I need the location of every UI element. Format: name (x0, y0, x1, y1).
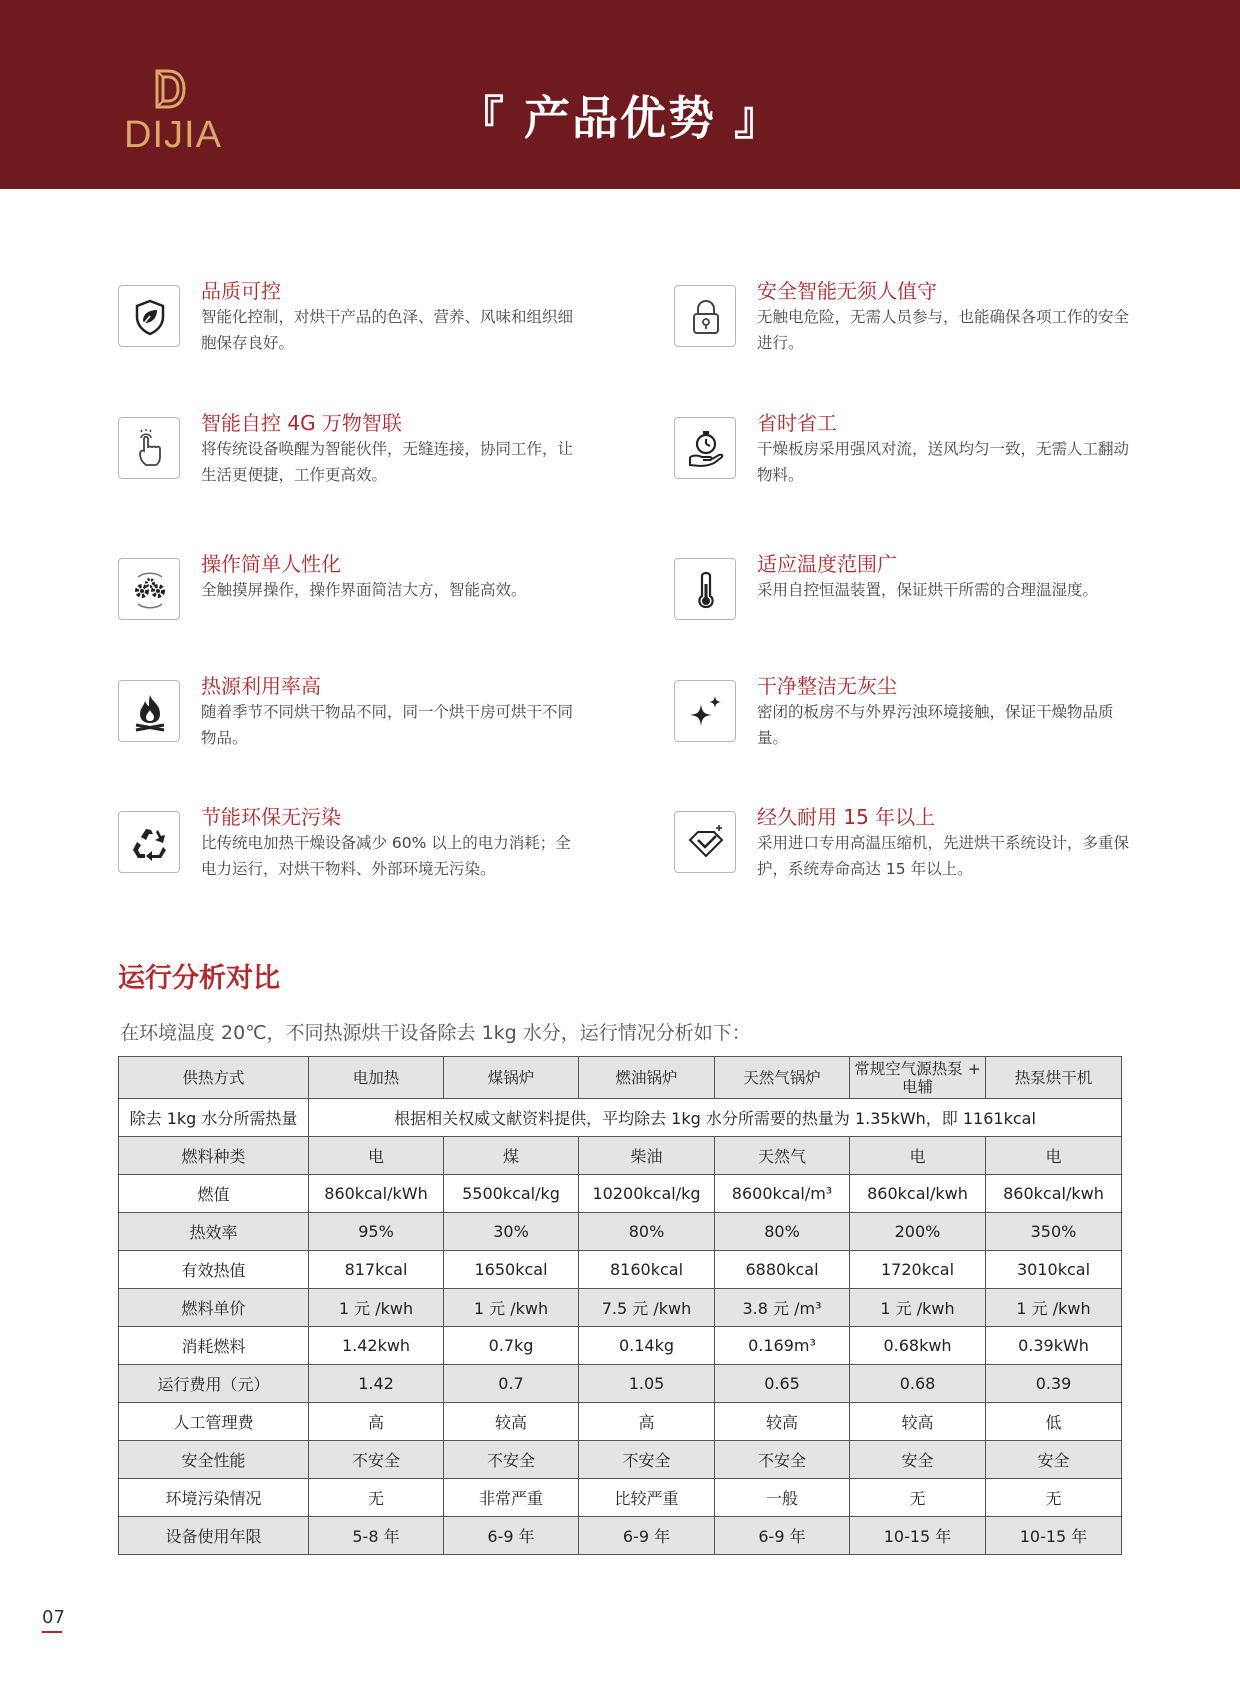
merged-cell: 根据相关权威文献资料提供，平均除去 1kg 水分所需要的热量为 1.35kWh，即 1161kcal (309, 1099, 1122, 1137)
feature-desc: 干燥板房采用强风对流，送风均匀一致，无需人工翻动物料。 (757, 440, 1130, 484)
feature-desc: 采用自控恒温装置，保证烘干所需的合理温湿度。 (757, 581, 1099, 599)
feature-icon-box (674, 285, 736, 347)
table-header-cell: 天然气锅炉 (715, 1057, 850, 1099)
row-label: 除去 1kg 水分所需热量 (119, 1099, 309, 1137)
table-cell: 无 (850, 1479, 986, 1517)
table-header-row (119, 1057, 1122, 1099)
feature-title: 智能自控 4G 万物智联 (201, 411, 402, 435)
table-header-cell: 常规空气源热泵 + 电辅 (850, 1057, 986, 1099)
table-cell: 1 元 /kwh (850, 1289, 986, 1327)
recycle-icon (130, 823, 170, 863)
table-header-cell: 热泵烘干机 (986, 1057, 1122, 1099)
feature-icon-box (118, 558, 180, 620)
table-header-cell: 供热方式 (119, 1057, 309, 1099)
table-cell: 天然气 (715, 1137, 850, 1175)
table-cell: 6-9 年 (444, 1517, 579, 1555)
table-row (119, 1403, 1122, 1441)
table-cell: 不安全 (444, 1441, 579, 1479)
feature-desc: 比传统电加热干燥设备减少 60% 以上的电力消耗；全电力运行，对烘干物料、外部环境无污染。 (201, 834, 571, 878)
table-cell: 350% (986, 1213, 1122, 1251)
page-header (0, 0, 1240, 189)
row-label: 燃值 (119, 1175, 309, 1213)
feature-title: 经久耐用 15 年以上 (757, 805, 936, 829)
table-header-cell: 燃油锅炉 (579, 1057, 715, 1099)
feature-icon-box (674, 417, 736, 479)
row-label: 消耗燃料 (119, 1327, 309, 1365)
table-cell: 5-8 年 (309, 1517, 444, 1555)
table-row (119, 1327, 1122, 1365)
table-cell: 安全 (986, 1441, 1122, 1479)
row-label: 设备使用年限 (119, 1517, 309, 1555)
fire-icon (130, 692, 170, 732)
table-cell: 电 (309, 1137, 444, 1175)
table-cell: 860kcal/kwh (850, 1175, 986, 1213)
page-title: 『 产品优势 』 (457, 91, 783, 145)
feature-title: 品质可控 (201, 279, 281, 303)
table-cell: 10-15 年 (850, 1517, 986, 1555)
table-cell: 较高 (850, 1403, 986, 1441)
feature-desc: 采用进口专用高温压缩机，先进烘干系统设计，多重保护，系统寿命高达 15 年以上。 (757, 834, 1130, 878)
feature-title: 热源利用率高 (201, 674, 321, 698)
table-cell: 1.42 (309, 1365, 444, 1403)
feature-desc: 无触电危险，无需人员参与，也能确保各项工作的安全进行。 (757, 308, 1130, 352)
comparison-table (118, 1056, 1122, 1555)
feature-title: 操作简单人性化 (201, 552, 341, 576)
table-cell: 安全 (850, 1441, 986, 1479)
sparkle-icon (686, 692, 726, 732)
table-cell: 7.5 元 /kwh (579, 1289, 715, 1327)
table-cell: 1 元 /kwh (309, 1289, 444, 1327)
shield-leaf-icon (130, 297, 170, 337)
table-cell: 80% (715, 1213, 850, 1251)
table-cell: 不安全 (579, 1441, 715, 1479)
row-label: 人工管理费 (119, 1403, 309, 1441)
feature-icon-box (674, 811, 736, 873)
table-row (119, 1099, 1122, 1137)
table-cell: 高 (309, 1403, 444, 1441)
table-cell: 1.05 (579, 1365, 715, 1403)
feature-title: 安全智能无须人值守 (757, 279, 937, 303)
feature-item (118, 552, 638, 638)
table-cell: 1 元 /kwh (444, 1289, 579, 1327)
feature-icon-box (674, 680, 736, 742)
feature-item (674, 552, 1194, 638)
feature-desc: 将传统设备唤醒为智能伙伴，无缝连接，协同工作，让生活更便捷，工作更高效。 (201, 440, 574, 484)
diamond-check-icon (686, 823, 726, 863)
table-cell: 0.7 (444, 1365, 579, 1403)
row-label: 燃料单价 (119, 1289, 309, 1327)
table-cell: 0.65 (715, 1365, 850, 1403)
feature-item (674, 674, 1194, 760)
feature-icon-box (118, 680, 180, 742)
table-cell: 无 (309, 1479, 444, 1517)
table-cell: 6880kcal (715, 1251, 850, 1289)
feature-title: 节能环保无污染 (201, 805, 341, 829)
table-cell: 0.39kWh (986, 1327, 1122, 1365)
table-cell: 5500kcal/kg (444, 1175, 579, 1213)
table-cell: 电 (986, 1137, 1122, 1175)
table-cell: 无 (986, 1479, 1122, 1517)
feature-title: 适应温度范围广 (757, 552, 897, 576)
feature-icon-box (674, 558, 736, 620)
table-cell: 不安全 (715, 1441, 850, 1479)
table-cell: 低 (986, 1403, 1122, 1441)
table-cell: 30% (444, 1213, 579, 1251)
feature-item (118, 411, 638, 497)
feature-icon-box (118, 285, 180, 347)
feature-item (674, 805, 1194, 891)
table-row (119, 1441, 1122, 1479)
feature-title: 省时省工 (757, 411, 837, 435)
page-number-underline (42, 1631, 62, 1633)
table-cell: 0.68 (850, 1365, 986, 1403)
table-cell: 10-15 年 (986, 1517, 1122, 1555)
table-cell: 1.42kwh (309, 1327, 444, 1365)
table-header-cell: 煤锅炉 (444, 1057, 579, 1099)
table-cell: 较高 (444, 1403, 579, 1441)
feature-item (674, 411, 1194, 497)
feature-item (118, 279, 638, 365)
table-row (119, 1289, 1122, 1327)
table-cell: 1650kcal (444, 1251, 579, 1289)
table-cell: 8160kcal (579, 1251, 715, 1289)
table-row (119, 1137, 1122, 1175)
table-cell: 860kcal/kwh (986, 1175, 1122, 1213)
table-row (119, 1175, 1122, 1213)
feature-desc: 密闭的板房不与外界污浊环境接触，保证干燥物品质量。 (757, 703, 1114, 747)
padlock-icon (686, 297, 726, 337)
thermometer-icon (686, 570, 726, 610)
table-cell: 10200kcal/kg (579, 1175, 715, 1213)
row-label: 安全性能 (119, 1441, 309, 1479)
table-row (119, 1517, 1122, 1555)
stopwatch-hand-icon (686, 429, 726, 469)
table-cell: 较高 (715, 1403, 850, 1441)
table-cell: 不安全 (309, 1441, 444, 1479)
table-row (119, 1479, 1122, 1517)
feature-item (674, 279, 1194, 365)
table-cell: 6-9 年 (715, 1517, 850, 1555)
feature-desc: 随着季节不同烘干物品不同，同一个烘干房可烘干不同物品。 (201, 703, 574, 747)
table-row (119, 1365, 1122, 1403)
table-cell: 1720kcal (850, 1251, 986, 1289)
row-label: 有效热值 (119, 1251, 309, 1289)
table-cell: 3010kcal (986, 1251, 1122, 1289)
row-label: 热效率 (119, 1213, 309, 1251)
table-cell: 电 (850, 1137, 986, 1175)
row-label: 运行费用（元） (119, 1365, 309, 1403)
table-row (119, 1213, 1122, 1251)
table-cell: 1 元 /kwh (986, 1289, 1122, 1327)
table-cell: 0.14kg (579, 1327, 715, 1365)
table-cell: 817kcal (309, 1251, 444, 1289)
feature-item (118, 674, 638, 760)
touch-hand-icon (130, 429, 170, 469)
feature-desc: 全触摸屏操作，操作界面简洁大方，智能高效。 (201, 581, 527, 599)
section-intro: 在环境温度 20℃，不同热源烘干设备除去 1kg 水分，运行情况分析如下： (120, 1022, 751, 1044)
table-row (119, 1251, 1122, 1289)
feature-icon-box (118, 811, 180, 873)
table-cell: 0.68kwh (850, 1327, 986, 1365)
table-cell: 95% (309, 1213, 444, 1251)
table-cell: 高 (579, 1403, 715, 1441)
row-label: 燃料种类 (119, 1137, 309, 1175)
feature-title: 干净整洁无灰尘 (757, 674, 897, 698)
gears-cycle-icon (130, 570, 170, 610)
table-cell: 6-9 年 (579, 1517, 715, 1555)
table-cell: 0.7kg (444, 1327, 579, 1365)
page-number: 07 (42, 1607, 65, 1628)
table-cell: 0.169m³ (715, 1327, 850, 1365)
table-cell: 0.39 (986, 1365, 1122, 1403)
table-cell: 200% (850, 1213, 986, 1251)
table-cell: 煤 (444, 1137, 579, 1175)
table-cell: 3.8 元 /m³ (715, 1289, 850, 1327)
table-header-cell: 电加热 (309, 1057, 444, 1099)
feature-item (118, 805, 638, 891)
brand-name: DIJIA (124, 114, 222, 156)
table-cell: 8600kcal/m³ (715, 1175, 850, 1213)
feature-desc: 智能化控制，对烘干产品的色泽、营养、风味和组织细胞保存良好。 (201, 308, 574, 352)
table-cell: 柴油 (579, 1137, 715, 1175)
feature-icon-box (118, 417, 180, 479)
table-cell: 860kcal/kWh (309, 1175, 444, 1213)
table-cell: 一般 (715, 1479, 850, 1517)
table-cell: 非常严重 (444, 1479, 579, 1517)
section-title: 运行分析对比 (118, 963, 280, 994)
table-cell: 80% (579, 1213, 715, 1251)
table-cell: 比较严重 (579, 1479, 715, 1517)
row-label: 环境污染情况 (119, 1479, 309, 1517)
